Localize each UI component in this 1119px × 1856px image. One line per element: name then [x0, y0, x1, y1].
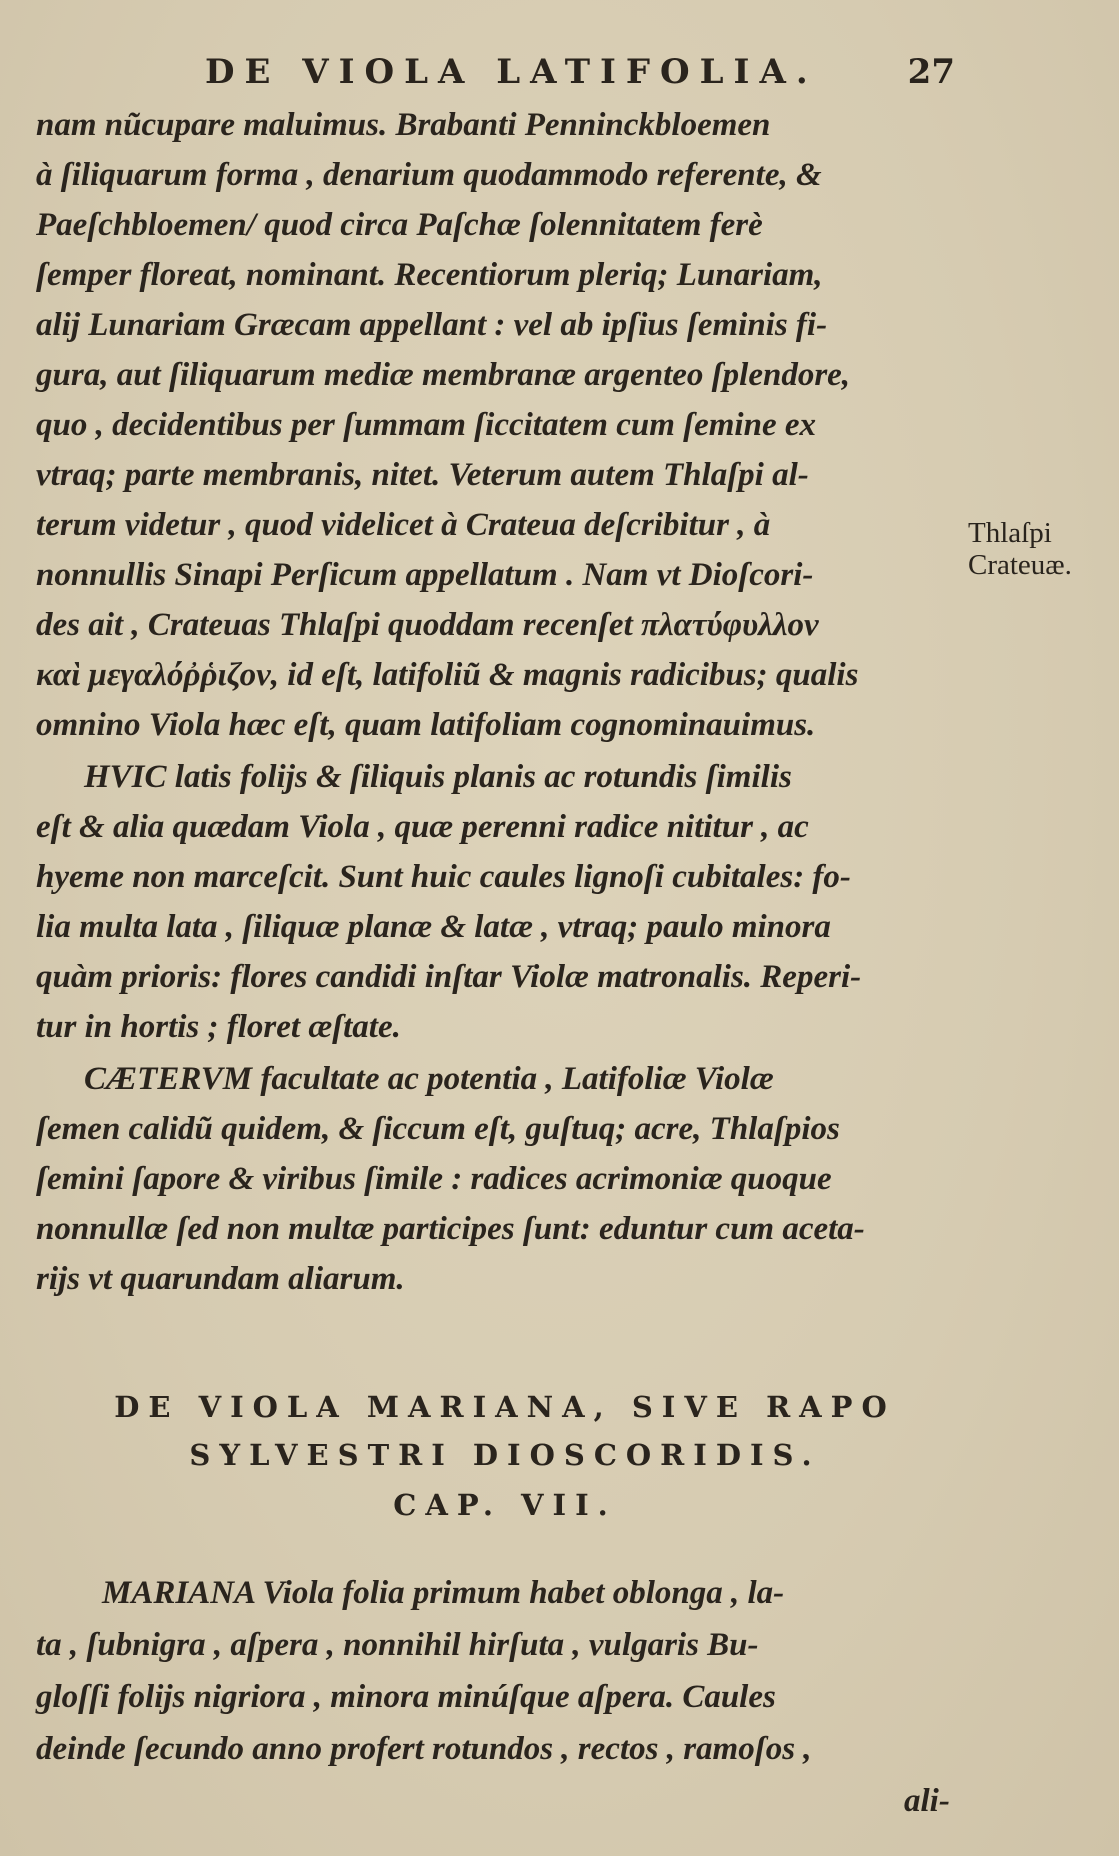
text-line: Paeſchbloemen/ quod circa Paſchæ ſolennitatem ferè: [36, 207, 763, 243]
text-line: omnino Viola hæc eſt, quam latifoliam cognominauimus.: [36, 707, 816, 743]
text-line: gloſſi folijs nigriora , minora minúſque aſpera. Caules: [36, 1679, 776, 1715]
text-line: eſt & alia quædam Viola , quæ perenni radice nititur , ac: [36, 809, 809, 845]
chapter-number: CAP. VII.: [393, 1488, 617, 1522]
text-line: HVIC latis folijs & ſiliquis planis ac rotundis ſimilis: [84, 759, 792, 795]
text-line: terum videtur , quod videlicet à Crateua deſcribitur , à: [36, 507, 771, 543]
text-line: nonnullæ ſed non multæ participes ſunt: eduntur cum aceta-: [36, 1211, 865, 1247]
chapter-title-line: SYLVESTRI DIOSCORIDIS.: [189, 1438, 821, 1472]
text-line: vtraq; parte membranis, nitet. Veterum autem Thlaſpi al-: [36, 457, 809, 493]
catchword: ali-: [904, 1783, 950, 1819]
text-line: à ſiliquarum forma , denarium quodammodo referente, &: [36, 157, 822, 193]
text-line: alij Lunariam Græcam appellant : vel ab ipſius ſeminis fi-: [36, 307, 828, 343]
text-line: καὶ μεγαλόῤῥιζον, id eſt, latifoliũ & magnis radicibus; qualis: [36, 657, 859, 693]
text-line: tur in hortis ; floret æſtate.: [36, 1009, 401, 1045]
page-header: [205, 52, 955, 100]
text-line: ſemper floreat, nominant. Recentiorum pleriq; Lunariam,: [36, 257, 823, 293]
text-line: deinde ſecundo anno profert rotundos , rectos , ramoſos ,: [36, 1731, 812, 1767]
text-line: quàm prioris: flores candidi inſtar Violæ matronalis. Reperi-: [36, 959, 862, 995]
text-line: ta , ſubnigra , aſpera , nonnihil hirſuta , vulgaris Bu-: [36, 1627, 759, 1663]
page-number: 27: [907, 52, 955, 92]
chapter-title-line: DE VIOLA MARIANA, SIVE RAPO: [114, 1390, 896, 1424]
margin-note-line: Thlaſpi: [968, 517, 1052, 549]
margin-note-line: Crateuæ.: [968, 549, 1072, 581]
text-line: quo , decidentibus per ſummam ſiccitatem cum ſemine ex: [36, 407, 816, 443]
text-line: ſemini ſapore & viribus ſimile : radices acrimoniæ quoque: [36, 1161, 832, 1197]
text-line: nonnullis Sinapi Perſicum appellatum . Nam vt Dioſcori-: [36, 557, 814, 593]
text-line: rijs vt quarundam aliarum.: [36, 1261, 405, 1297]
text-line: gura, aut ſiliquarum mediæ membranæ argenteo ſplendore,: [36, 357, 851, 393]
text-line: hyeme non marceſcit. Sunt huic caules lignoſi cubitales: fo-: [36, 859, 851, 895]
running-title: DE VIOLA LATIFOLIA.: [205, 52, 818, 92]
text-line: lia multa lata , ſiliquæ planæ & latæ , vtraq; paulo minora: [36, 909, 831, 945]
text-line: MARIANA Viola folia primum habet oblonga , la-: [102, 1575, 785, 1611]
text-line: CÆTERVM facultate ac potentia , Latifoliæ Violæ: [84, 1061, 774, 1097]
margin-note: [968, 517, 1072, 581]
text-line: ſemen calidũ quidem, & ſiccum eſt, guſtuq; acre, Thlaſpios: [36, 1111, 840, 1147]
text-line: nam nũcupare maluimus. Brabanti Penninckbloemen: [36, 107, 771, 143]
text-line: des ait , Crateuas Thlaſpi quoddam recenſet πλατύφυλλον: [36, 607, 819, 643]
